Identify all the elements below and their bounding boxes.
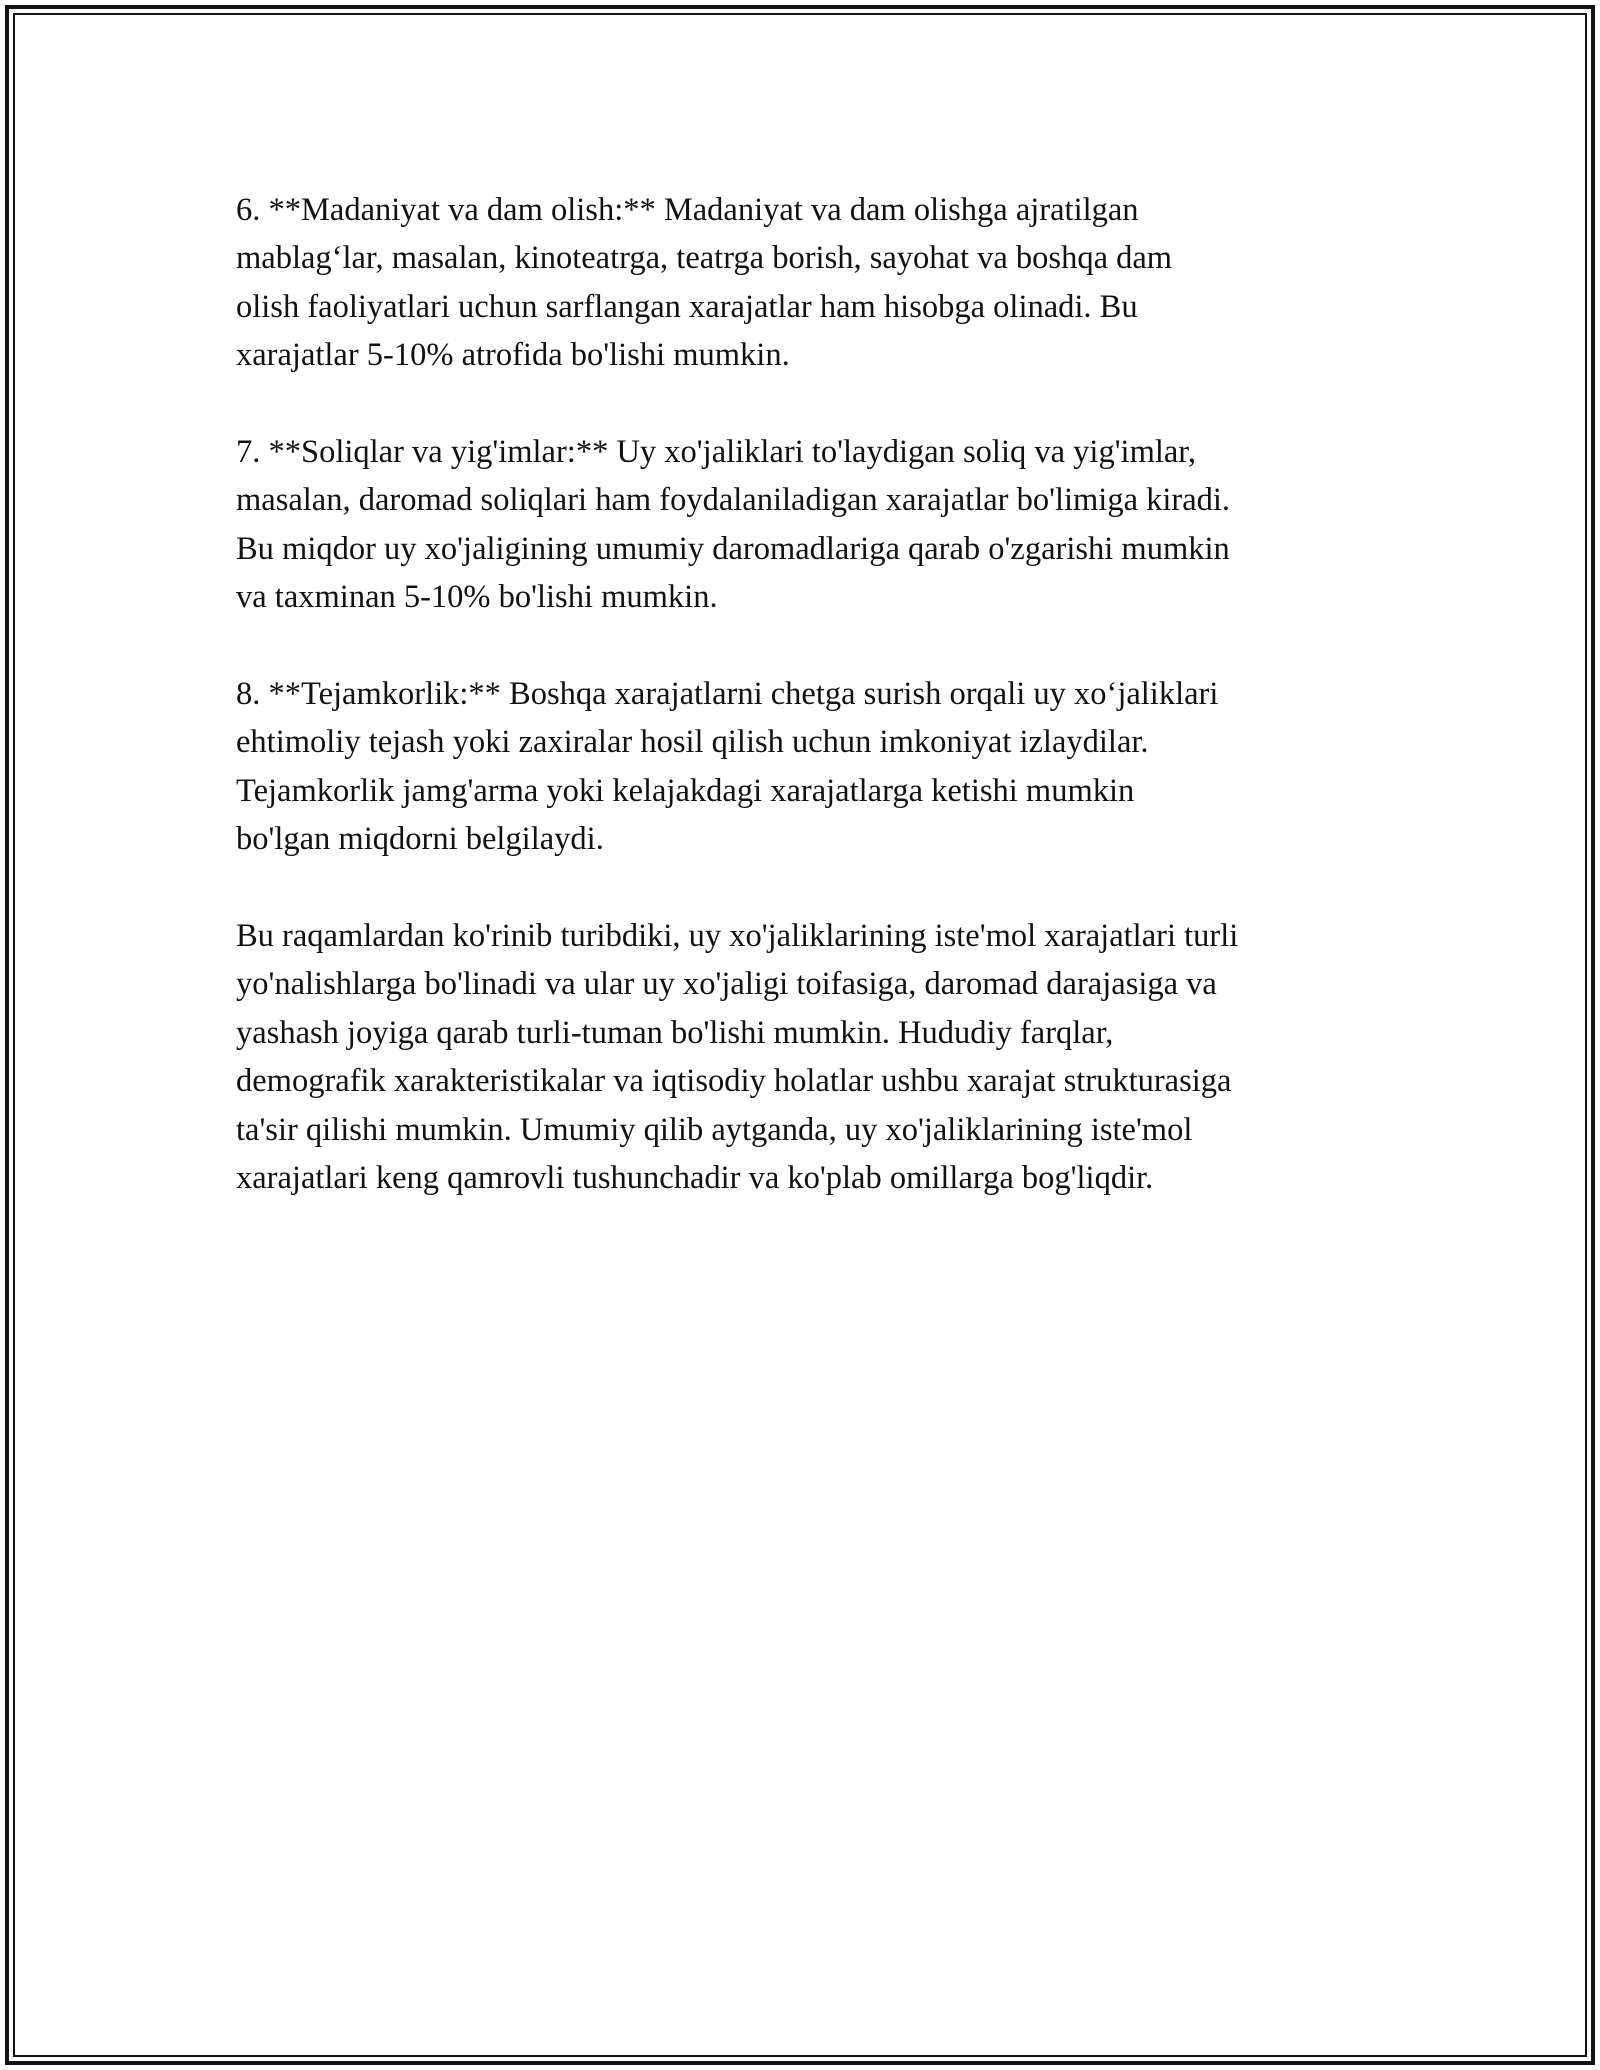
paragraph-conclusion: Bu raqamlardan ko'rinib turibdiki, uy xo'jaliklarining iste'mol xarajatlari turli yo'nalishlarga bo'linadi va ular uy xo'jaligi toifasiga, daromad darajasiga va yashash joyiga qarab turli-tuman bo'lishi mumkin. Hududiy farqlar, demografik xarakteristikalar va iqtisodiy holatlar ushbu xarajat strukturasiga ta'sir qilishi mumkin. Umumiy qilib aytganda, uy xo'jaliklarining iste'mol xarajatlari keng qamrovli tushunchadir va ko'plab omillarga bog'liqdir.	[236, 918, 1239, 1197]
paragraph-taxes-fees: 7. **Soliqlar va yig'imlar:** Uy xo'jaliklari to'laydigan soliq va yig'imlar, masalan, daromad soliqlari ham foydalaniladigan xarajatlar bo'limiga kiradi. Bu miqdor uy xo'jaligining umumiy daromadlariga qarab o'zgarishi mumkin va taxminan 5-10% bo'lishi mumkin.	[236, 434, 1231, 616]
paragraph-savings: 8. **Tejamkorlik:** Boshqa xarajatlarni chetga surish orqali uy xo‘jaliklari ehtimoliy tejash yoki zaxiralar hosil qilish uchun imkoniyat izlaydilar. Tejamkorlik jamg'arma yoki kelajakdagi xarajatlarga ketishi mumkin bo'lgan miqdorni belgilaydi.	[236, 676, 1219, 858]
paragraph-culture-leisure: 6. **Madaniyat va dam olish:** Madaniyat va dam olishga ajratilgan mablag‘lar, masalan, kinoteatrga, teatrga borish, sayohat va boshqa dam olish faoliyatlari uchun sarflangan xarajatlar ham hisobga olinadi. Bu xarajatlar 5-10% atrofida bo'lishi mumkin.	[236, 192, 1173, 374]
document-body	[236, 186, 1376, 1251]
